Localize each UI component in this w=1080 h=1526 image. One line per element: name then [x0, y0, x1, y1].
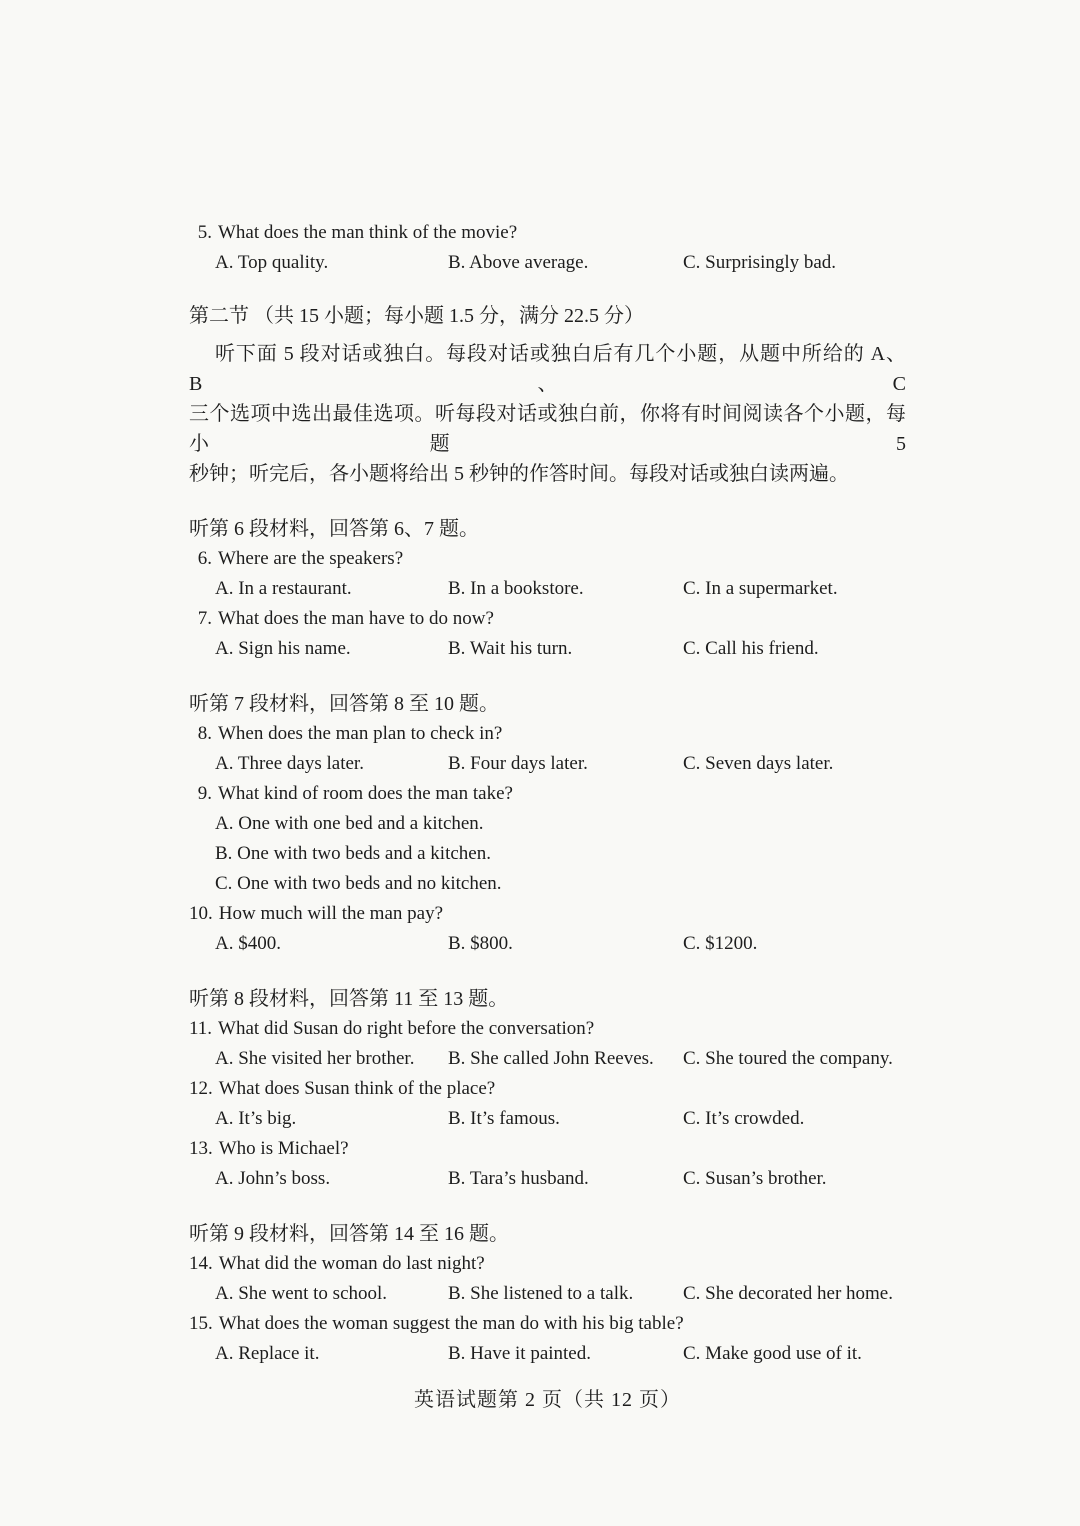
section-2-heading: 第二节 （共 15 小题；每小题 1.5 分，满分 22.5 分）	[189, 305, 644, 327]
question-line-13	[189, 1134, 906, 1164]
question-12	[189, 1074, 906, 1134]
question-number: 7.	[197, 608, 212, 629]
material-group-header: 听第 9 段材料，回答第 14 至 16 题。	[189, 1223, 509, 1245]
question-number: 12.	[189, 1078, 213, 1099]
question-12-option-b: B. It’s famous.	[448, 1108, 560, 1129]
instructions-line-1: 听下面 5 段对话或独白。每段对话或独白后有几个小题，从题中所给的 A、B、C	[189, 343, 906, 395]
question-5-options	[215, 248, 906, 278]
question-7-option-a: A. Sign his name.	[215, 638, 351, 659]
question-9-options	[189, 809, 906, 899]
question-11-options	[215, 1044, 906, 1074]
question-5-option-a: A. Top quality.	[215, 252, 329, 273]
question-number: 15.	[189, 1313, 213, 1334]
question-number: 6.	[197, 548, 212, 569]
material-group-4	[189, 1219, 906, 1369]
question-number: 14.	[189, 1253, 213, 1274]
question-line-8	[189, 719, 906, 749]
question-10-option-b: B. $800.	[448, 933, 513, 954]
material-group-header: 听第 8 段材料，回答第 11 至 13 题。	[189, 988, 509, 1010]
instructions-line-3: 秒钟；听完后，各小题将给出 5 秒钟的作答时间。每段对话或独白读两遍。	[189, 463, 849, 485]
question-line-15	[189, 1309, 906, 1339]
question-13-options	[215, 1164, 906, 1194]
question-number: 11.	[189, 1018, 213, 1039]
question-line-11	[189, 1014, 906, 1044]
material-groups	[189, 514, 906, 1369]
question-6-options	[215, 574, 906, 604]
question-15	[189, 1309, 906, 1369]
question-8-options	[215, 749, 906, 779]
question-7-option-c: C. Call his friend.	[683, 638, 819, 659]
question-15-option-a: A. Replace it.	[215, 1343, 320, 1364]
question-text: What did the woman do last night?	[218, 1253, 485, 1274]
question-12-options	[215, 1104, 906, 1134]
question-13	[189, 1134, 906, 1194]
question-line-14	[189, 1249, 906, 1279]
question-8-option-a: A. Three days later.	[215, 753, 364, 774]
question-14	[189, 1249, 906, 1309]
question-13-option-a: A. John’s boss.	[215, 1168, 331, 1189]
question-line-5	[189, 218, 906, 248]
question-8-option-b: B. Four days later.	[448, 753, 588, 774]
material-group-2	[189, 689, 906, 959]
question-line-10	[189, 899, 906, 929]
question-14-option-a: A. She went to school.	[215, 1283, 388, 1304]
question-11-option-a: A. She visited her brother.	[215, 1048, 415, 1069]
question-5-container	[189, 218, 906, 278]
question-9-option-c: C. One with two beds and no kitchen.	[215, 873, 502, 894]
question-text: What kind of room does the man take?	[218, 783, 513, 804]
instructions-line-2: 三个选项中选出最佳选项。听每段对话或独白前，你将有时间阅读各个小题，每小题 5	[189, 403, 906, 455]
question-text: How much will the man pay?	[218, 903, 444, 924]
question-text: What does the man think of the movie?	[218, 222, 518, 243]
question-number: 10.	[189, 903, 213, 924]
question-12-option-c: C. It’s crowded.	[683, 1108, 805, 1129]
question-13-option-c: C. Susan’s brother.	[683, 1168, 827, 1189]
question-5-option-b: B. Above average.	[448, 252, 589, 273]
question-5-option-c: C. Surprisingly bad.	[683, 252, 837, 273]
question-text: Who is Michael?	[218, 1138, 349, 1159]
question-6-option-a: A. In a restaurant.	[215, 578, 352, 599]
question-line-7	[189, 604, 906, 634]
material-group-3	[189, 984, 906, 1194]
question-14-options	[215, 1279, 906, 1309]
question-10-option-a: A. $400.	[215, 933, 281, 954]
question-7-options	[215, 634, 906, 664]
question-10-options	[215, 929, 906, 959]
question-5	[189, 218, 906, 278]
question-9	[189, 779, 906, 899]
question-7-option-b: B. Wait his turn.	[448, 638, 573, 659]
question-6-option-b: B. In a bookstore.	[448, 578, 584, 599]
question-number: 5.	[197, 222, 212, 243]
question-11-option-c: C. She toured the company.	[683, 1048, 893, 1069]
question-11	[189, 1014, 906, 1074]
question-text: What did Susan do right before the conversation?	[218, 1018, 595, 1039]
question-9-option-b: B. One with two beds and a kitchen.	[215, 843, 491, 864]
question-text: What does Susan think of the place?	[218, 1078, 496, 1099]
question-13-option-b: B. Tara’s husband.	[448, 1168, 589, 1189]
question-15-options	[215, 1339, 906, 1369]
question-line-12	[189, 1074, 906, 1104]
question-text: When does the man plan to check in?	[218, 723, 503, 744]
question-10-option-c: C. $1200.	[683, 933, 758, 954]
question-text: What does the woman suggest the man do with his big table?	[218, 1313, 684, 1334]
question-6	[189, 544, 906, 604]
question-15-option-b: B. Have it painted.	[448, 1343, 591, 1364]
question-number: 13.	[189, 1138, 213, 1159]
question-number: 9.	[197, 783, 212, 804]
question-7	[189, 604, 906, 664]
question-line-6	[189, 544, 906, 574]
question-12-option-a: A. It’s big.	[215, 1108, 297, 1129]
material-group-header: 听第 6 段材料，回答第 6、7 题。	[189, 518, 479, 540]
question-15-option-c: C. Make good use of it.	[683, 1343, 862, 1364]
question-8-option-c: C. Seven days later.	[683, 753, 834, 774]
question-8	[189, 719, 906, 779]
section-2-instructions	[189, 339, 906, 489]
question-6-option-c: C. In a supermarket.	[683, 578, 838, 599]
question-14-option-c: C. She decorated her home.	[683, 1283, 893, 1304]
material-group-header: 听第 7 段材料，回答第 8 至 10 题。	[189, 693, 499, 715]
question-11-option-b: B. She called John Reeves.	[448, 1048, 654, 1069]
question-line-9	[189, 779, 906, 809]
material-group-1	[189, 514, 906, 664]
page-footer: 英语试题第 2 页（共 12 页）	[414, 1389, 681, 1411]
question-text: Where are the speakers?	[218, 548, 404, 569]
question-9-option-a: A. One with one bed and a kitchen.	[215, 813, 484, 834]
question-10	[189, 899, 906, 959]
question-number: 8.	[197, 723, 212, 744]
question-14-option-b: B. She listened to a talk.	[448, 1283, 634, 1304]
question-text: What does the man have to do now?	[218, 608, 494, 629]
